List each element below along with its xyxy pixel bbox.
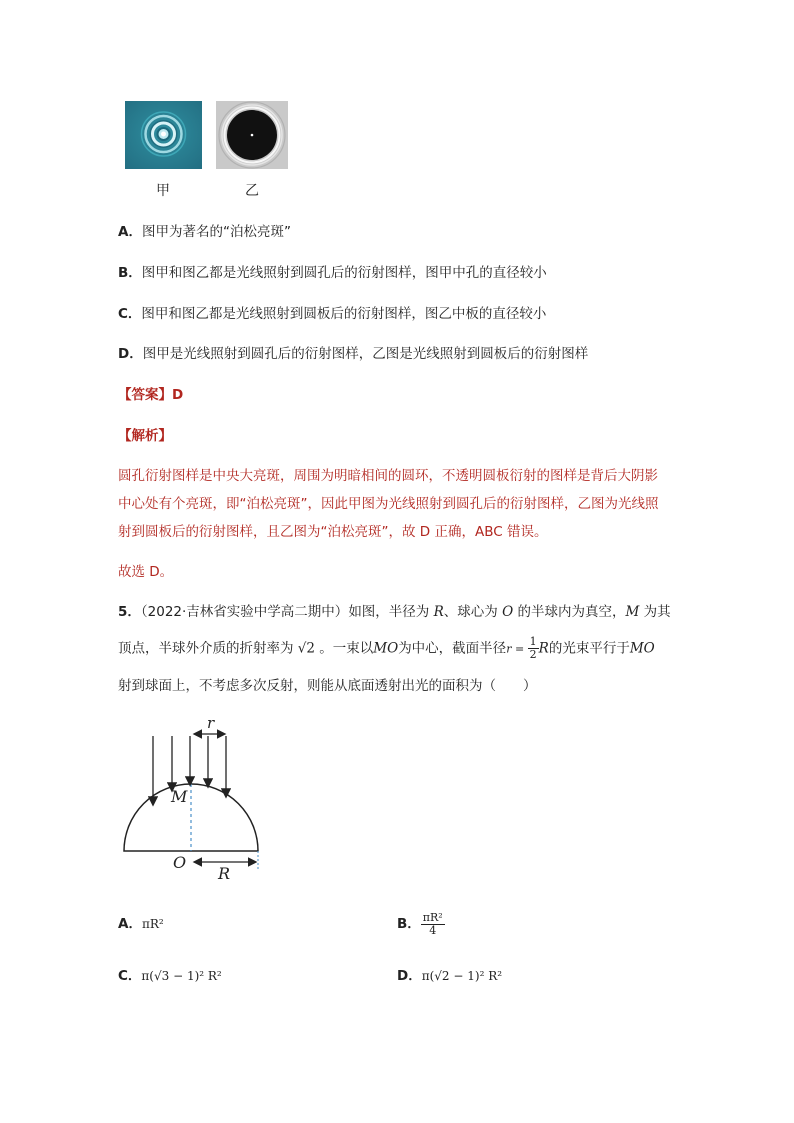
sqrt2: √2 xyxy=(297,640,315,657)
fraction-denominator: 4 xyxy=(429,923,437,937)
option-letter: C． xyxy=(118,306,142,322)
question-text: 如图，半径为 xyxy=(348,604,434,620)
option-expr: π(√2 − 1)² R² xyxy=(421,969,503,983)
analysis-label: 【解析】 xyxy=(118,428,172,444)
option-letter: C． xyxy=(118,968,142,984)
question-number: 5． xyxy=(118,604,141,620)
option-d xyxy=(118,344,588,364)
question-text: 为其 xyxy=(639,604,671,620)
option-text: 图甲和图乙都是光线照射到圆孔后的衍射图样，图甲中孔的直径较小 xyxy=(141,265,547,281)
option-a xyxy=(118,222,291,242)
option-b xyxy=(118,263,547,283)
figure-jia-image xyxy=(125,101,202,169)
label-O: O xyxy=(173,853,187,872)
option-expr: π(√3 − 1)² R² xyxy=(141,969,222,983)
var-R: R xyxy=(538,640,549,657)
answer-value: D xyxy=(172,387,184,403)
var-R: R xyxy=(433,604,444,620)
question-text: 。一束以 xyxy=(315,640,374,657)
var-MO: MO xyxy=(629,640,655,657)
option-letter: B． xyxy=(118,265,142,281)
fraction-denominator: 2 xyxy=(529,648,537,661)
figure-yi-image xyxy=(216,101,288,169)
option-letter: A． xyxy=(118,224,142,240)
r-equals: r = xyxy=(506,642,528,656)
option-text: 图甲为著名的“泊松亮斑” xyxy=(141,224,291,240)
hemisphere-diagram xyxy=(115,712,275,884)
question-text: 顶点，半球外介质的折射率为 xyxy=(118,640,298,657)
option-letter: A． xyxy=(118,916,142,932)
option-letter: D． xyxy=(118,346,143,362)
figure-yi-label: 乙 xyxy=(245,183,259,199)
question-text: 、球心为 xyxy=(443,604,503,620)
question-text: 的半球内为真空， xyxy=(513,604,626,620)
option-letter: B． xyxy=(397,916,421,932)
fraction-numerator: 1 xyxy=(529,635,537,648)
option-c xyxy=(118,304,546,324)
analysis-line: 中心处有个亮斑，即“泊松亮斑”，因此甲图为光线照射到圆孔后的衍射图样，乙图为光线照 xyxy=(118,496,659,512)
option-text: 图甲是光线照射到圆孔后的衍射图样，乙图是光线照射到圆板后的衍射图样 xyxy=(142,346,589,362)
option-letter: D． xyxy=(397,968,422,984)
question5-line1 xyxy=(118,602,671,622)
answer-label: 【答案】 xyxy=(118,387,172,403)
q5-option-c xyxy=(118,966,222,986)
label-M: M xyxy=(171,787,188,806)
option-fraction xyxy=(421,912,445,937)
var-M: M xyxy=(625,604,640,620)
q5-option-a xyxy=(118,914,164,934)
figure-jia-label: 甲 xyxy=(156,183,170,199)
question5-line2 xyxy=(118,636,655,662)
label-r: r xyxy=(207,714,215,732)
fraction-numerator: πR² xyxy=(422,910,443,924)
fraction-half xyxy=(528,636,539,661)
answer-line xyxy=(118,385,183,405)
analysis-line: 射到圆板后的衍射图样，且乙图为“泊松亮斑”，故 D 正确，ABC 错误。 xyxy=(118,524,548,540)
question5-line3: 射到球面上，不考虑多次反射，则能从底面透射出光的面积为（ ） xyxy=(118,678,537,694)
analysis-conclusion: 故选 D。 xyxy=(118,564,174,580)
question-text: 为中心，截面半径 xyxy=(398,640,507,657)
option-text: 图甲和图乙都是光线照射到圆板后的衍射图样，图乙中板的直径较小 xyxy=(141,306,547,322)
analysis-text xyxy=(118,462,678,546)
var-MO: MO xyxy=(373,640,399,657)
q5-option-b xyxy=(397,906,445,942)
q5-option-d xyxy=(397,966,502,986)
option-expr: πR² xyxy=(141,917,164,931)
label-R: R xyxy=(218,864,231,883)
analysis-line: 圆孔衍射图样是中央大亮斑，周围为明暗相间的圆环，不透明圆板衍射的图样是背后大阴影 xyxy=(118,468,658,484)
question-source: （2022·吉林省实验中学高二期中） xyxy=(140,604,349,620)
question-text: 的光束平行于 xyxy=(548,640,630,657)
var-O: O xyxy=(502,604,514,620)
